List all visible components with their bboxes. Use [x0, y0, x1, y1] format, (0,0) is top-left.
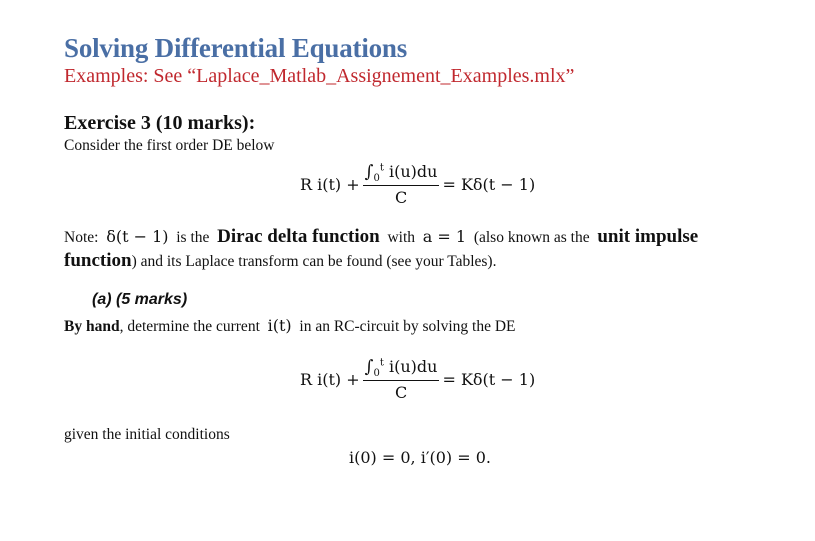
current-symbol: i(t)	[267, 316, 292, 335]
lower-limit: 0	[373, 368, 380, 380]
unit-impulse-term: unit impulse	[597, 226, 699, 247]
equation-lhs: R i(t) +	[300, 370, 360, 390]
equation-fraction	[363, 357, 440, 402]
a-equals: a = 1	[422, 227, 467, 246]
page-title: Solving Differential Equations	[64, 33, 408, 63]
dirac-delta-term: Dirac delta function	[217, 226, 380, 247]
instruction-part-2: in an RC-circuit by solving the DE	[299, 318, 516, 335]
equation-rhs: = Kδ(t − 1)	[442, 370, 536, 390]
function-term: function	[64, 250, 132, 271]
note-line-1	[64, 226, 698, 248]
upper-limit: t	[379, 162, 384, 174]
integrand: i(u)du	[383, 162, 438, 181]
initial-conditions: i(0) = 0, i′(0) = 0.	[349, 448, 491, 467]
note-rest: ) and its Laplace transform can be found (see your Tables).	[131, 253, 497, 270]
given-conditions-text: given the initial conditions	[64, 426, 230, 443]
fraction-denominator: C	[394, 383, 408, 403]
note-also: (also known as the	[473, 229, 590, 246]
differential-equation-1	[300, 162, 535, 207]
exercise-intro: Consider the first order DE below	[64, 137, 275, 154]
fraction-numerator	[363, 357, 440, 381]
integral-symbol: ∫	[364, 162, 374, 182]
note-is-the: is the	[176, 229, 210, 246]
exercise-heading: Exercise 3 (10 marks):	[64, 112, 256, 134]
equation-lhs: R i(t) +	[300, 175, 360, 195]
note-line-2	[64, 250, 496, 272]
integral-symbol: ∫	[364, 357, 374, 377]
fraction-denominator: C	[394, 188, 408, 208]
examples-reference: Examples: See “Laplace_Matlab_Assignement_Examples.mlx”	[64, 65, 575, 87]
equation-rhs: = Kδ(t − 1)	[442, 175, 536, 195]
equation-fraction	[363, 162, 440, 207]
instruction-part-1: , determine the current	[119, 318, 260, 335]
integrand: i(u)du	[383, 357, 438, 376]
upper-limit: t	[379, 357, 384, 369]
note-label: Note:	[64, 229, 99, 246]
differential-equation-2	[300, 357, 535, 402]
part-a-heading: (a) (5 marks)	[92, 291, 188, 308]
delta-expression: δ(t − 1)	[106, 227, 169, 246]
by-hand-text: By hand	[64, 318, 120, 335]
note-with: with	[387, 229, 416, 246]
part-a-instruction	[64, 316, 516, 336]
fraction-numerator	[363, 162, 440, 186]
lower-limit: 0	[373, 173, 380, 185]
